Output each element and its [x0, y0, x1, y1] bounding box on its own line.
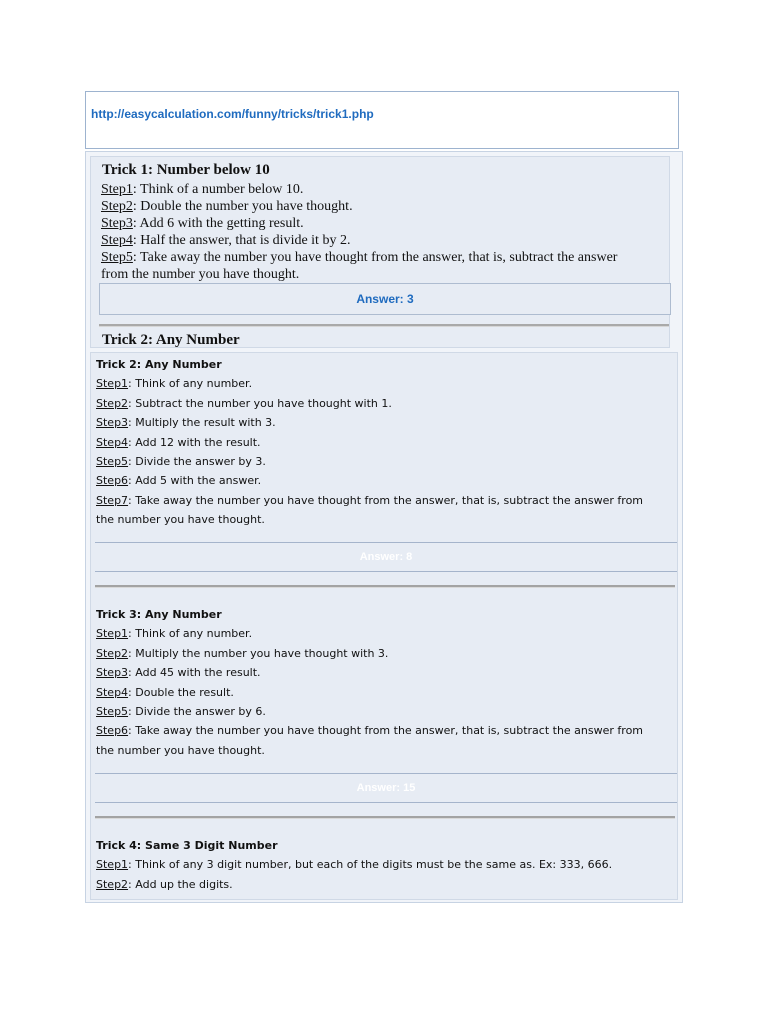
step-label[interactable]: Step3 [96, 666, 129, 679]
trick1-step1 [101, 181, 303, 198]
trick3-step4 [96, 685, 234, 700]
trick3-answer-band[interactable] [95, 773, 677, 803]
trick2-answer-band[interactable] [95, 542, 677, 572]
trick3-continuation: the number you have thought. [96, 744, 265, 757]
step-label[interactable]: Step6 [96, 474, 129, 487]
step-label[interactable]: Step4 [96, 436, 129, 449]
trick3-step1 [96, 626, 252, 641]
trick3-title: Trick 3: Any Number [96, 608, 222, 621]
divider [99, 324, 669, 327]
step-text: : Think of any 3 digit number, but each of the digits must be the same as. Ex: 333, 666. [128, 858, 613, 871]
trick1-title: Trick 1: Number below 10 [102, 162, 270, 178]
step-text: : Double the number you have thought. [132, 199, 353, 214]
trick4-step1 [96, 857, 612, 872]
step-label[interactable]: Step2 [96, 878, 129, 891]
step-text: : Add up the digits. [128, 878, 233, 891]
step-text: : Multiply the result with 3. [128, 416, 276, 429]
step-label[interactable]: Step2 [96, 647, 129, 660]
trick3-step5 [96, 704, 266, 719]
trick2-step6 [96, 473, 261, 488]
step-text: : Double the result. [128, 686, 234, 699]
trick1-step3 [101, 215, 304, 232]
step-label[interactable]: Step1 [96, 627, 129, 640]
step-label[interactable]: Step3 [101, 216, 133, 231]
trick4-step2 [96, 877, 233, 892]
trick1-section [90, 156, 670, 348]
step-label[interactable]: Step2 [101, 199, 133, 214]
trick4-title: Trick 4: Same 3 Digit Number [96, 839, 278, 852]
step-text: : Take away the number you have thought from the answer, that is, subtract the answer [132, 250, 618, 265]
trick2-continuation: the number you have thought. [96, 513, 265, 526]
step-label[interactable]: Step7 [96, 494, 129, 507]
trick1-step5 [101, 249, 617, 266]
trick1-next-title: Trick 2: Any Number [102, 332, 240, 348]
url-link[interactable]: http://easycalculation.com/funny/tricks/trick1.php [91, 107, 374, 121]
trick3-step3 [96, 665, 261, 680]
step-label[interactable]: Step5 [96, 705, 129, 718]
step-text: : Divide the answer by 3. [128, 455, 266, 468]
step-text: : Divide the answer by 6. [128, 705, 266, 718]
step-text: : Think of any number. [128, 627, 253, 640]
divider [95, 585, 675, 588]
step-label[interactable]: Step5 [101, 250, 133, 265]
step-text: : Add 12 with the result. [128, 436, 261, 449]
step-label[interactable]: Step1 [96, 858, 129, 871]
trick3-step6 [96, 723, 643, 738]
trick3-answer: Answer: 15 [356, 782, 416, 794]
trick3-step2 [96, 646, 388, 661]
trick1-answer-box[interactable] [99, 283, 671, 315]
url-box [85, 91, 679, 149]
step-label[interactable]: Step3 [96, 416, 129, 429]
trick2-answer: Answer: 8 [359, 551, 413, 563]
trick2-title: Trick 2: Any Number [96, 358, 222, 371]
trick1-continuation: from the number you have thought. [101, 267, 300, 282]
step-text: : Add 5 with the answer. [128, 474, 262, 487]
step-text: : Take away the number you have thought from the answer, that is, subtract the answer from [128, 494, 644, 507]
step-label[interactable]: Step5 [96, 455, 129, 468]
step-text: : Think of a number below 10. [132, 182, 304, 197]
trick2-step2 [96, 396, 392, 411]
trick2-step1 [96, 376, 252, 391]
step-text: : Multiply the number you have thought with 3. [128, 647, 389, 660]
trick2-step5 [96, 454, 266, 469]
step-text: : Subtract the number you have thought with 1. [128, 397, 392, 410]
step-label[interactable]: Step2 [96, 397, 129, 410]
trick2-step7 [96, 493, 643, 508]
step-label[interactable]: Step6 [96, 724, 129, 737]
trick2-step4 [96, 435, 261, 450]
divider [95, 816, 675, 819]
step-label[interactable]: Step1 [101, 182, 133, 197]
step-text: : Add 6 with the getting result. [132, 216, 304, 231]
content-panel [85, 151, 683, 903]
step-label[interactable]: Step4 [101, 233, 133, 248]
step-text: : Half the answer, that is divide it by 2. [132, 233, 351, 248]
step-label[interactable]: Step1 [96, 377, 129, 390]
trick1-step4 [101, 232, 350, 249]
tricks-section [90, 352, 678, 900]
step-label[interactable]: Step4 [96, 686, 129, 699]
step-text: : Think of any number. [128, 377, 253, 390]
trick1-answer: Answer: 3 [356, 292, 414, 306]
trick2-step3 [96, 415, 276, 430]
step-text: : Add 45 with the result. [128, 666, 261, 679]
step-text: : Take away the number you have thought from the answer, that is, subtract the answer from [128, 724, 644, 737]
trick1-step2 [101, 198, 353, 215]
